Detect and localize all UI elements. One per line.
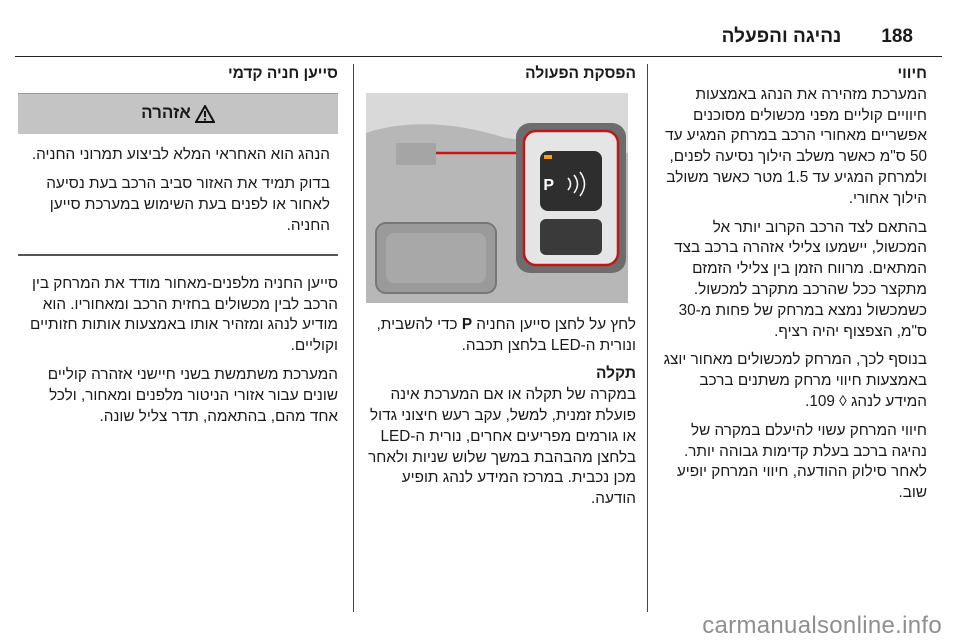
caution-paragraph: הנהג הוא האחראי המלא לביצוע תמרוני החניה. bbox=[31, 145, 330, 163]
paragraph: בנוסף לכך, המרחק למכשולים מאחור יוצג באמצעות חיווי מרחק משתנים ברכב המידע לנהג ◊ 109. bbox=[663, 351, 927, 410]
parking-button-photo bbox=[366, 93, 628, 303]
deactivation-column bbox=[360, 64, 636, 622]
caution-box bbox=[18, 93, 338, 256]
parking-symbol-icon: P bbox=[461, 315, 473, 333]
caution-title: אזהרה bbox=[141, 103, 191, 123]
instruction-end: כדי להשבית, ונורית ה-LED בלחצן תכבה. bbox=[376, 315, 636, 354]
front-parking-heading: סייען חניה קדמי bbox=[227, 65, 338, 82]
column-divider bbox=[353, 64, 354, 612]
paragraph: המערכת מזהירה את הנהג באמצעות חיוויים קוליים מפני מכשולים מסוכנים אפשריים מאחורי הרכב במרחק המגיע עד 50 ס"מ כאשר משלב הילוך נסיעה לפנים, ולמרחק המגיע עד 1.5 מטר כאשר משולב הילוך אחורי. bbox=[665, 85, 927, 207]
deactivation-instruction bbox=[360, 315, 636, 357]
page-number: 188 bbox=[881, 26, 913, 47]
fault-text: במקרה של תקלה או אם המערכת אינה פועלת זמנית, למשל, עקב רעש חיצוני גדול או גורמים מפריעים אחרים, נורית ה-LED בלחצן מהבהבת במשך שלוש שניות ולאחר מכן נכבית. במרכז המידע לנהג תופיע הודעה. bbox=[368, 386, 636, 508]
indication-column bbox=[655, 64, 927, 622]
paragraph: המערכת משתמשת בשני חיישני אזהרה קוליים שונים עבור אזורי הניטור מלפנים ומאחור, ולכל אחד מהם, בהתאמה, תדר צליל שונה. bbox=[47, 365, 338, 425]
front-parking-body bbox=[18, 274, 338, 428]
fault-heading: תקלה bbox=[596, 365, 636, 383]
console-illustration bbox=[366, 93, 628, 303]
paragraph: סייען החניה מלפנים-מאחור מודד את המרחק בין הרכב לבין מכשולים בחזית הרכב ומאחוריו. הוא מודיע לנהג ומזהיר אותו באמצעות אותות חזותיים וקוליים. bbox=[30, 274, 338, 355]
page-header bbox=[15, 26, 945, 56]
indication-heading: חיווי bbox=[897, 65, 927, 82]
caution-bar bbox=[18, 94, 338, 134]
svg-text:P: P bbox=[543, 176, 554, 194]
footer-watermark: carmanualsonline.info bbox=[702, 612, 942, 639]
instruction-start: לחץ על לחצן סייען החניה bbox=[476, 315, 636, 333]
header-rule bbox=[15, 56, 942, 57]
warning-triangle-icon bbox=[195, 105, 215, 123]
paragraph: חיווי המרחק עשוי להיעלם במקרה של נהיגה ברכב בעלת קדימות גבוהה יותר. לאחר סילוק ההודעה, חיווי המרחק יופיע שוב. bbox=[676, 421, 927, 502]
deactivation-heading: הפסקת הפעולה bbox=[525, 65, 636, 82]
caution-text bbox=[18, 134, 338, 236]
front-parking-column bbox=[18, 64, 338, 622]
paragraph: בהתאם לצד הרכב הקרוב יותר אל המכשול, יישמעו צלילי אזהרה ברכב בצד המתאים. מרווח הזמן בין צלילי הזמזם מתקצר ככל שהרכב מתקרב למכשול. כשמכשול נמצא במרחק של פחות מ-30 ס"מ, הצפצוף יהיה רציף. bbox=[674, 218, 927, 340]
page-section-title: נהיגה והפעלה bbox=[721, 26, 842, 47]
column-divider bbox=[647, 64, 648, 612]
caution-paragraph: בדוק תמיד את האזור סביב הרכב בעת נסיעה לאחור או לפנים בעת השימוש במערכת סייען החניה. bbox=[46, 174, 330, 234]
